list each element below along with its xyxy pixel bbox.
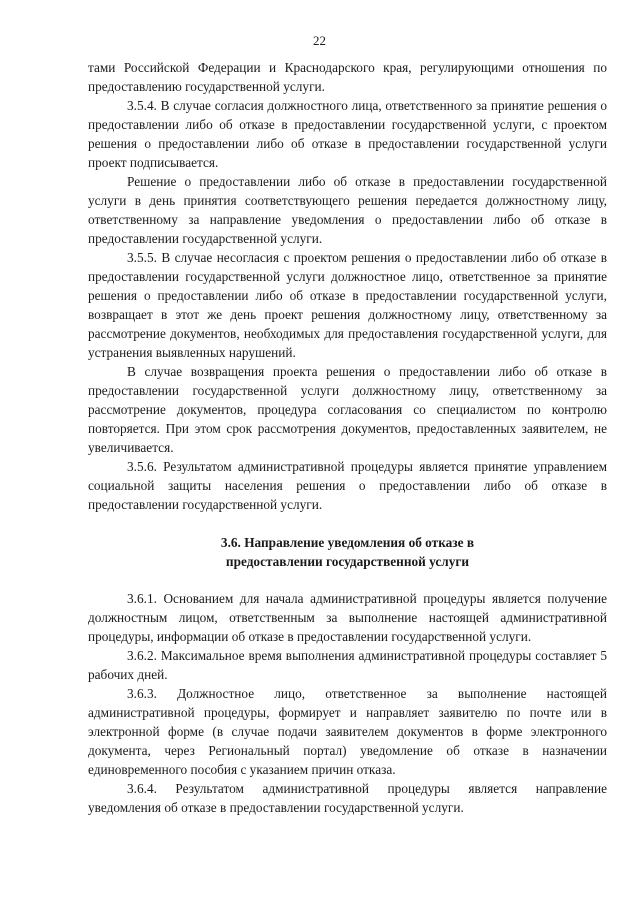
paragraph-3-6-1: 3.6.1. Основанием для начала административной процедуры является получение должностным лицом, ответственным за выполнение настоящей административной процедуры, информации об отказе в предоставлении государственной услуги. [88,591,607,644]
section-title-3-6 [88,533,607,571]
paragraph-continuation: тами Российской Федерации и Краснодарского края, регулирующими отношения по предоставлению государственной услуги. [88,60,607,94]
paragraph-3-6-3: 3.6.3. Должностное лицо, ответственное за выполнение настоящей административной процедуры, формирует и направляет заявителю по почте или в электронной форме (в случае подачи заявителем документов в форме электронного документа, через Региональный портал) уведомление об отказе в назначении единовременного пособия с указанием причин отказа. [88,686,607,777]
section-title-line-1: 3.6. Направление уведомления об отказе в [220,535,475,550]
paragraph-3-6-4: 3.6.4. Результатом административной процедуры является направление уведомления об отказе в предоставлении государственной услуги. [88,781,607,815]
paragraph-decision-transfer: Решение о предоставлении либо об отказе в предоставлении государственной услуги в день принятия соответствующего решения передается должностному лицу, ответственному за направление уведомления о предоставлении либо об отказе в предоставлении государственной услуги. [88,174,607,246]
document-body [88,58,607,817]
paragraph-3-5-4: 3.5.4. В случае согласия должностного лица, ответственного за принятие решения о предоставлении либо об отказе в предоставлении государственной услуги, с проектом решения о предоставлении либо об отказе в предоставлении государственной услуги проект подписывается. [88,98,607,170]
page-number: 22 [313,33,326,48]
section-title-line-2: предоставлении государственной услуги [225,554,470,569]
paragraph-3-5-5: 3.5.5. В случае несогласия с проектом решения о предоставлении либо об отказе в предоставлении государственной услуги должностное лицо, ответственное за принятие решения о предоставлении либо об отказе в предоставлении государственной услуги, возвращает в этот же день проект решения должностному лицу, ответственному за рассмотрение документов, необходимых для предоставления государственной услуги, для устранения выявленных нарушений. [88,250,607,360]
paragraph-project-return: В случае возвращения проекта решения о предоставлении либо об отказе в предоставлении государственной услуги должностному лицу, ответственному за рассмотрение документов, процедура согласования со специалистом по контролю повторяется. При этом срок рассмотрения документов, предоставленных заявителем, не увеличивается. [88,364,607,455]
paragraph-3-6-2: 3.6.2. Максимальное время выполнения административной процедуры составляет 5 рабочих дней. [88,648,607,682]
paragraph-3-5-6: 3.5.6. Результатом административной процедуры является принятие управлением социальной защиты населения решения о предоставлении либо об отказе в предоставлении государственной услуги. [88,459,607,512]
